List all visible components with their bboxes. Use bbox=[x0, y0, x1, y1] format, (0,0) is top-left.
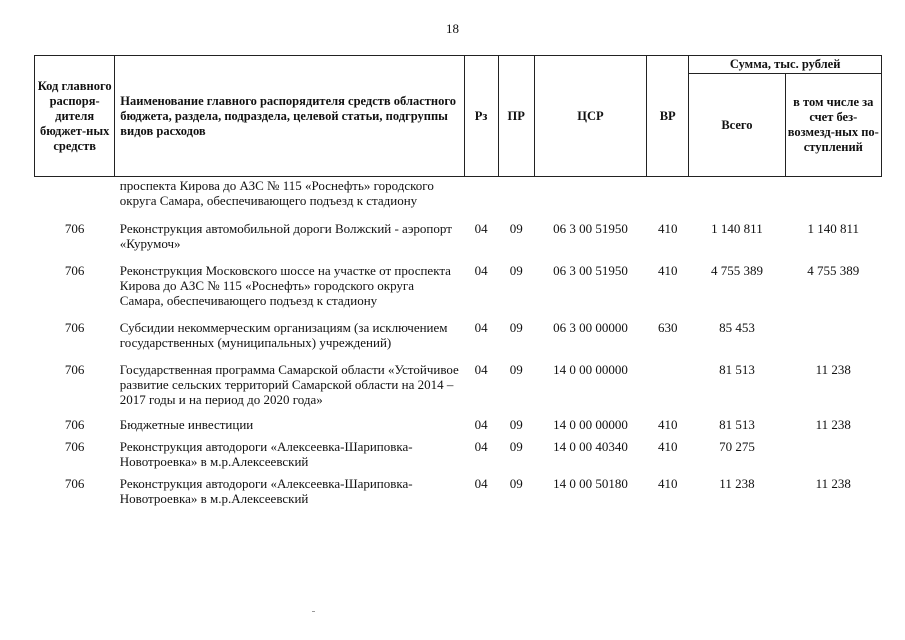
scan-artifact bbox=[312, 611, 315, 612]
cell-pr: 09 bbox=[509, 417, 523, 432]
cell-name: Реконструкция автодороги «Алексеевка-Шариповка-Новотроевка» в м.р.Алексеевский bbox=[119, 439, 413, 469]
header-pr: ПР bbox=[498, 56, 534, 177]
cell-name: Реконструкция Московского шоссе на участке от проспекта Кирова до АЗС № 115 «Роснефть» городского округа Самара, обеспечивающего подъезд к стадиону bbox=[119, 263, 451, 308]
cell-csr: 06 3 00 51950 bbox=[553, 263, 628, 278]
cell-total: 85 453 bbox=[719, 320, 755, 335]
cell-total: 4 755 389 bbox=[710, 263, 763, 278]
cell-free bbox=[785, 314, 881, 356]
table-row bbox=[35, 413, 882, 435]
cell-code: 706 bbox=[64, 362, 85, 377]
cell-rz: 04 bbox=[474, 439, 488, 454]
cell-total: 1 140 811 bbox=[711, 221, 763, 236]
cell-vr bbox=[647, 356, 689, 413]
cell-rz: 04 bbox=[474, 263, 488, 278]
cell-vr: 410 bbox=[657, 476, 678, 491]
cell-csr: 06 3 00 00000 bbox=[553, 320, 628, 335]
table-row bbox=[35, 314, 882, 356]
cell-code: 706 bbox=[64, 417, 85, 432]
cell-rz: 04 bbox=[474, 476, 488, 491]
cell-pr: 09 bbox=[509, 362, 523, 377]
cell-code: 706 bbox=[64, 476, 85, 491]
cell-code: 706 bbox=[64, 320, 85, 335]
cell-total: 70 275 bbox=[719, 439, 755, 454]
cell-free: 11 238 bbox=[815, 476, 851, 491]
header-total: Всего bbox=[689, 74, 785, 177]
cell-name: проспекта Кирова до АЗС № 115 «Роснефть» городского округа Самара, обеспечивающего подъезд к стадиону bbox=[119, 178, 434, 208]
cell-name: Субсидии некоммерческим организациям (за исключением государственных (муниципальных) учреждений) bbox=[119, 320, 448, 350]
cell-csr: 14 0 00 40340 bbox=[553, 439, 628, 454]
cell-rz: 04 bbox=[474, 362, 488, 377]
cell-total: 11 238 bbox=[719, 476, 755, 491]
cell-code: 706 bbox=[64, 439, 85, 454]
cell-csr: 06 3 00 51950 bbox=[553, 221, 628, 236]
cell-name: Бюджетные инвестиции bbox=[119, 417, 254, 432]
cell-code: 706 bbox=[64, 263, 85, 278]
table-row bbox=[35, 257, 882, 314]
cell-code: 706 bbox=[64, 221, 85, 236]
cell-pr: 09 bbox=[509, 263, 523, 278]
cell-pr: 09 bbox=[509, 439, 523, 454]
cell-vr: 410 bbox=[657, 417, 678, 432]
header-code: Код главного распоря-дителя бюджет-ных средств bbox=[35, 56, 115, 177]
cell-csr: 14 0 00 50180 bbox=[553, 476, 628, 491]
table-body bbox=[35, 177, 882, 510]
cell-name: Реконструкция автомобильной дороги Волжский - аэропорт «Курумоч» bbox=[119, 221, 452, 251]
budget-table bbox=[34, 55, 882, 509]
page-number: 18 bbox=[446, 21, 459, 36]
header-csr: ЦСР bbox=[534, 56, 646, 177]
header-name: Наименование главного распорядителя средств областного бюджета, раздела, подраздела, целевой статьи, подгруппы видов расходов bbox=[115, 56, 464, 177]
header-vr: ВР bbox=[647, 56, 689, 177]
cell-name: Государственная программа Самарской области «Устойчивое развитие сельских территорий Самарской области на 2014 – 2017 годы и на период до 2020 года» bbox=[119, 362, 459, 407]
cell-free: 11 238 bbox=[815, 417, 851, 432]
cell-csr: 14 0 00 00000 bbox=[553, 362, 628, 377]
cell-pr: 09 bbox=[509, 476, 523, 491]
cell-vr: 410 bbox=[657, 221, 678, 236]
table-row bbox=[35, 356, 882, 413]
cell-free: 1 140 811 bbox=[807, 221, 860, 236]
header-sum: Сумма, тыс. рублей bbox=[689, 56, 882, 74]
cell-rz: 04 bbox=[474, 417, 488, 432]
table-row bbox=[35, 435, 882, 472]
cell-total: 81 513 bbox=[719, 362, 755, 377]
table-row bbox=[35, 215, 882, 257]
cell-vr: 630 bbox=[657, 320, 678, 335]
cell-total: 81 513 bbox=[719, 417, 755, 432]
cell-free: 11 238 bbox=[815, 362, 851, 377]
cell-pr: 09 bbox=[509, 221, 523, 236]
cell-pr: 09 bbox=[509, 320, 523, 335]
cell-code bbox=[35, 177, 115, 216]
cell-vr: 410 bbox=[657, 263, 678, 278]
cell-free: 4 755 389 bbox=[807, 263, 860, 278]
table-header bbox=[35, 56, 882, 177]
cell-csr: 14 0 00 00000 bbox=[553, 417, 628, 432]
table-row bbox=[35, 472, 882, 509]
cell-name: Реконструкция автодороги «Алексеевка-Шариповка-Новотроевка» в м.р.Алексеевский bbox=[119, 476, 413, 506]
cell-rz: 04 bbox=[474, 320, 488, 335]
cell-vr: 410 bbox=[657, 439, 678, 454]
cell-rz: 04 bbox=[474, 221, 488, 236]
header-rz: Рз bbox=[464, 56, 498, 177]
cell-free bbox=[785, 435, 881, 472]
header-free: в том числе за счет без-возмезд-ных по-ступлений bbox=[785, 74, 881, 177]
table-row-continuation bbox=[35, 177, 882, 216]
